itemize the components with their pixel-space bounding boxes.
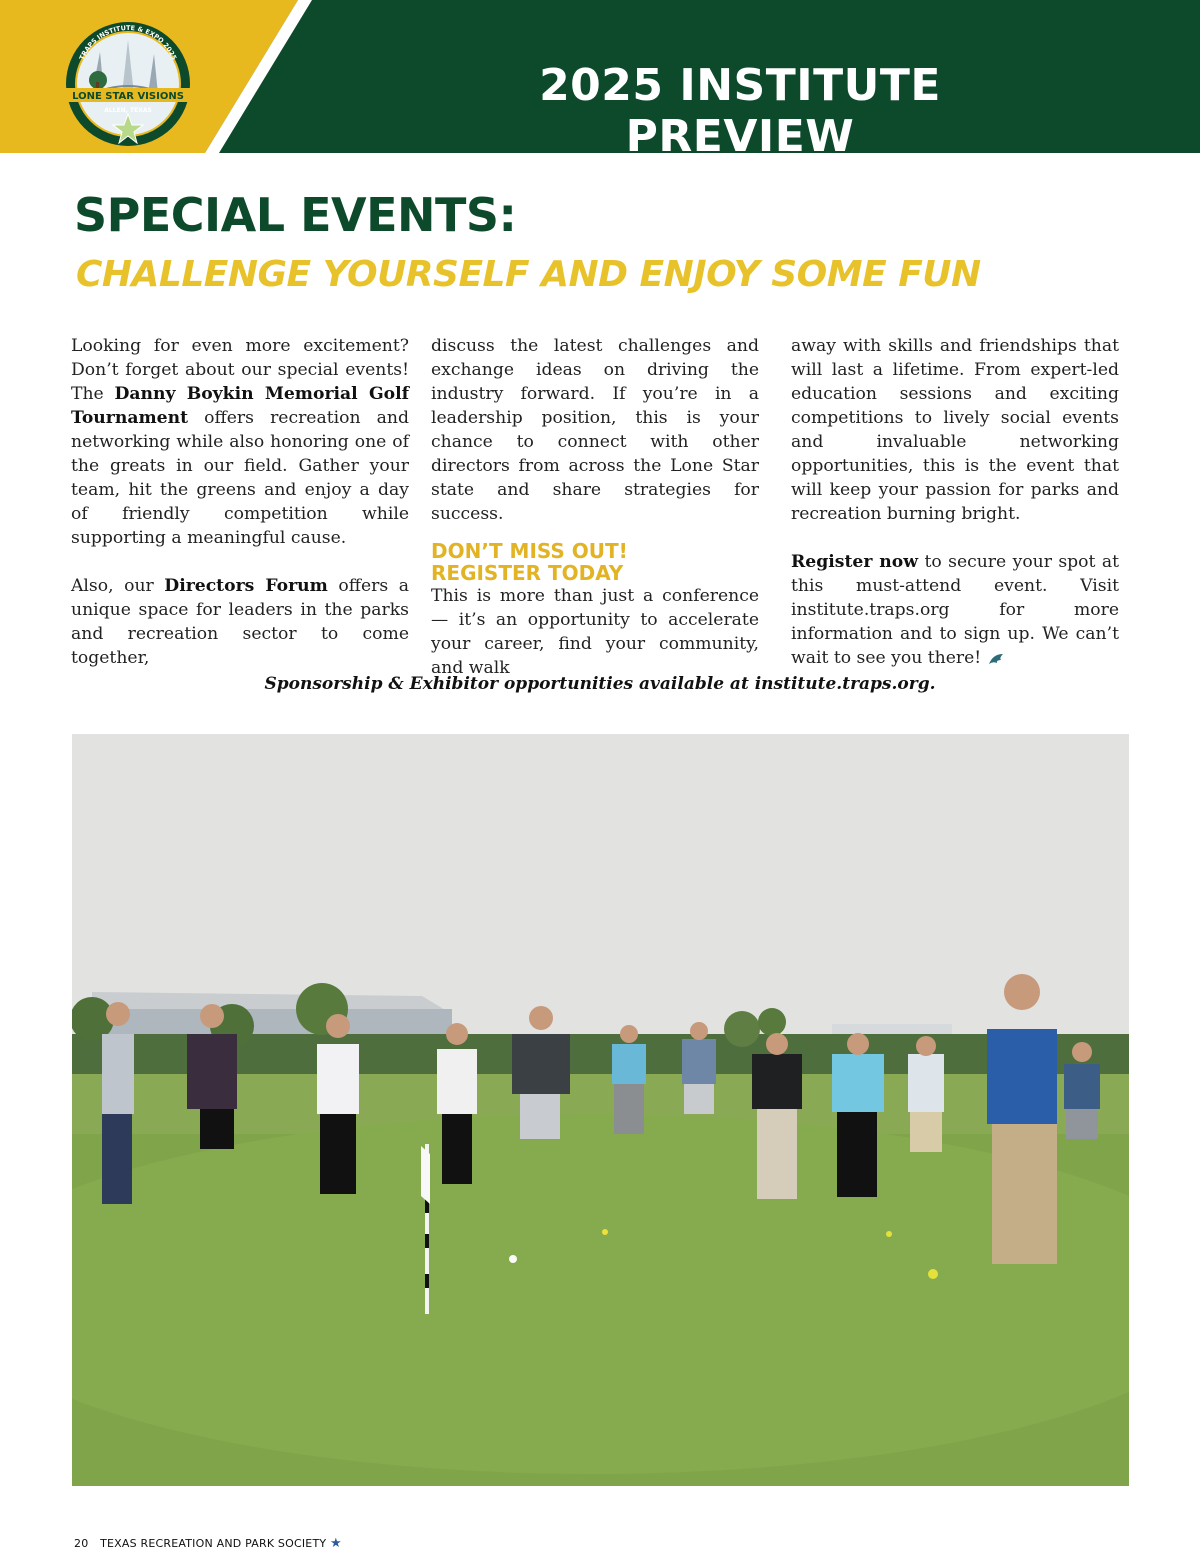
page-header-title: 2025 INSTITUTE PREVIEW bbox=[539, 60, 941, 162]
directors-forum-name: Directors Forum bbox=[164, 576, 328, 596]
publication-name: TEXAS RECREATION AND PARK SOCIETY bbox=[100, 1537, 327, 1550]
paragraph-lifetime: away with skills and friendships that will last a lifetime. From expert-led education sessions and exciting competitions to lively social events and invaluable networking opportunities, this is the event that will keep your passion for parks and recreation burning bright. bbox=[791, 336, 1119, 524]
paragraph-forum bbox=[71, 574, 409, 670]
text-column-1 bbox=[71, 334, 409, 670]
register-now-label: Register now bbox=[791, 552, 919, 572]
paragraph-text: offers a unique space for leaders in the parks and recreation sector to come together, bbox=[71, 576, 409, 668]
paragraph-register bbox=[791, 550, 1119, 670]
logo-arc-textpath: TRAPS INSTITUTE & EXPO 2025 bbox=[77, 23, 179, 62]
register-callout bbox=[431, 540, 759, 584]
page-number: 20 bbox=[74, 1537, 89, 1550]
section-title: SPECIAL EVENTS: bbox=[74, 188, 517, 242]
golf-tournament-name: Danny Boykin Memorial Golf Tournament bbox=[71, 384, 410, 428]
paragraph-text: Also, our bbox=[71, 576, 165, 596]
star-icon: ★ bbox=[330, 1536, 342, 1551]
sponsorship-note: Sponsorship & Exhibitor opportunities available at institute.traps.org. bbox=[264, 674, 936, 694]
paragraph-forum-continued: discuss the latest challenges and exchange ideas on driving the industry forward. If you’re in a leadership position, this is your chance to connect with other directors from across the Lone Star state and share strategies for success. bbox=[431, 336, 759, 524]
paragraph-golf bbox=[71, 334, 409, 550]
paragraph-conference: This is more than just a conference — it’s an opportunity to accelerate your career, find your community, and walk bbox=[431, 586, 759, 678]
page-footer bbox=[74, 1536, 342, 1551]
golf-putting-green-photo bbox=[72, 734, 1129, 1486]
text-column-2 bbox=[431, 334, 759, 680]
logo-banner-text: LONE STAR VISIONS bbox=[72, 91, 184, 102]
logo-location-text: ALLEN, TEXAS bbox=[104, 107, 152, 114]
paragraph-text: offers recreation and networking while also honoring one of the greats in our field. Gather your team, hit the greens and enjoy a day of friendly competition while supporting a meaningful cause. bbox=[71, 408, 409, 548]
callout-line-1: DON’T MISS OUT! bbox=[431, 539, 628, 563]
lone-star-visions-logo bbox=[62, 18, 194, 150]
section-subtitle: CHALLENGE YOURSELF AND ENJOY SOME FUN bbox=[76, 254, 981, 295]
paragraph-text: Looking for even more excitement? Don’t forget about our special events! The bbox=[71, 336, 409, 404]
callout-line-2: REGISTER TODAY bbox=[431, 561, 624, 585]
end-mark-icon bbox=[987, 652, 1005, 666]
text-column-3 bbox=[791, 334, 1119, 670]
paragraph-text: to secure your spot at this must-attend event. Visit institute.traps.org for more information and to sign up. We can’t wait to see you there! bbox=[791, 552, 1119, 668]
